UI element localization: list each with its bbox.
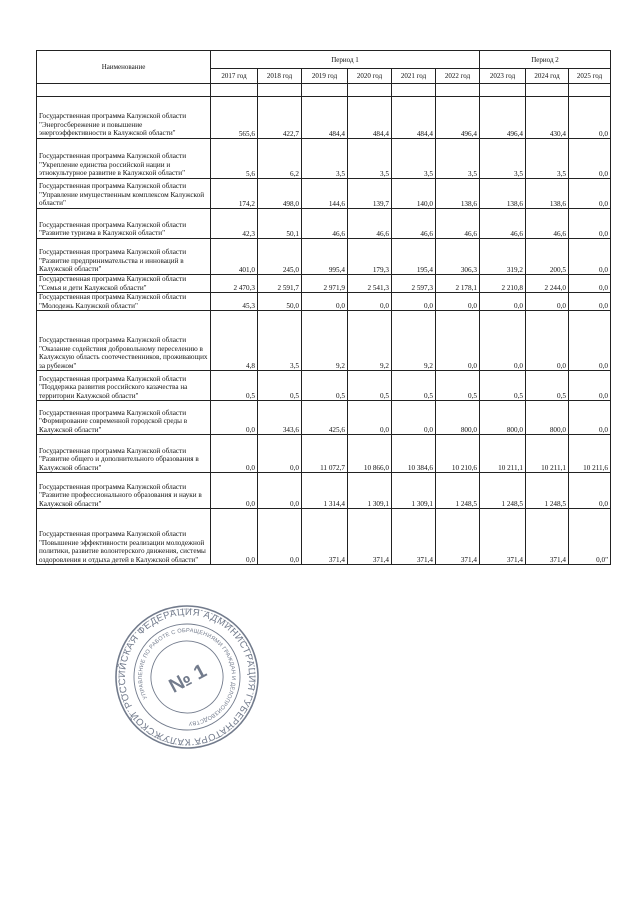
value-cell: 800,0 (480, 401, 526, 435)
value-cell: 46,6 (526, 209, 569, 239)
value-cell: 3,5 (436, 139, 480, 179)
name-column-header: Наименование (37, 51, 211, 84)
year-header: 2018 год (258, 69, 302, 84)
seal-inner-text: УПРАВЛЕНИЕ ПО РАБОТЕ С ОБРАЩЕНИЯМИ ГРАЖДАН И ДЕЛОПРОИЗВОДСТВУ (137, 627, 237, 727)
value-cell: 0,0 (258, 435, 302, 473)
value-cell: 422,7 (258, 97, 302, 139)
value-cell: 1 309,1 (348, 473, 392, 509)
value-cell: 9,2 (302, 311, 348, 371)
value-cell: 484,4 (302, 97, 348, 139)
value-cell: 144,6 (302, 179, 348, 209)
value-cell: 371,4 (348, 509, 392, 565)
value-cell: 138,6 (436, 179, 480, 209)
value-cell: 3,5 (480, 139, 526, 179)
value-cell: 0,0 (569, 139, 611, 179)
value-cell: 0,0 (302, 293, 348, 311)
value-cell: 10 211,1 (480, 435, 526, 473)
table-row (37, 293, 611, 311)
program-name-cell: Государственная программа Калужской области "Семья и дети Калужской области" (37, 275, 211, 293)
value-cell: 0,0 (526, 311, 569, 371)
value-cell: 496,4 (436, 97, 480, 139)
value-cell: 138,6 (526, 179, 569, 209)
value-cell: 0,5 (392, 371, 436, 401)
value-cell: 50,1 (258, 209, 302, 239)
value-cell: 2 597,3 (392, 275, 436, 293)
program-name-cell: Государственная программа Калужской области "Оказание содействия добровольному переселению в Калужскую область соотечественников, проживающих за рубежом" (37, 311, 211, 371)
value-cell: 2 210,8 (480, 275, 526, 293)
value-cell: 3,5 (302, 139, 348, 179)
table-row (37, 311, 611, 371)
program-name-cell: Государственная программа Калужской области "Развитие предпринимательства и инноваций в Калужской области" (37, 239, 211, 275)
value-cell: 371,4 (392, 509, 436, 565)
table-row (37, 239, 611, 275)
value-cell: 139,7 (348, 179, 392, 209)
value-cell: 371,4 (526, 509, 569, 565)
value-cell: 565,6 (211, 97, 258, 139)
value-cell: 2 178,1 (436, 275, 480, 293)
value-cell: 0,0 (436, 311, 480, 371)
value-cell: 3,5 (348, 139, 392, 179)
value-cell: 0,5 (480, 371, 526, 401)
period-2-header: Период 2 (480, 51, 611, 69)
program-name-cell: Государственная программа Калужской области "Развитие туризма в Калужской области" (37, 209, 211, 239)
value-cell: 10 384,6 (392, 435, 436, 473)
value-cell: 179,3 (348, 239, 392, 275)
value-cell: 0,0 (569, 97, 611, 139)
value-cell: 343,6 (258, 401, 302, 435)
value-cell: 0,0 (258, 509, 302, 565)
value-cell: 0,0 (569, 275, 611, 293)
value-cell: 50,0 (258, 293, 302, 311)
value-cell: 2 591,7 (258, 275, 302, 293)
value-cell: 6,2 (258, 139, 302, 179)
value-cell: 46,6 (436, 209, 480, 239)
value-cell: 42,3 (211, 209, 258, 239)
value-cell: 371,4 (302, 509, 348, 565)
year-header: 2024 год (526, 69, 569, 84)
year-header: 2023 год (480, 69, 526, 84)
value-cell: 2 244,0 (526, 275, 569, 293)
value-cell: 430,4 (526, 97, 569, 139)
value-cell: 2 971,9 (302, 275, 348, 293)
value-cell: 0,0 (569, 473, 611, 509)
table-row (37, 179, 611, 209)
value-cell: 1 248,5 (480, 473, 526, 509)
official-seal (112, 602, 262, 752)
table-row (37, 371, 611, 401)
value-cell: 800,0 (436, 401, 480, 435)
value-cell: 10 866,0 (348, 435, 392, 473)
value-cell: 0,5 (258, 371, 302, 401)
table-body (37, 84, 611, 565)
value-cell: 4,8 (211, 311, 258, 371)
value-cell: 0,0 (569, 371, 611, 401)
value-cell: 10 211,1 (526, 435, 569, 473)
value-cell: 5,6 (211, 139, 258, 179)
value-cell: 45,3 (211, 293, 258, 311)
table-row (37, 97, 611, 139)
value-cell: 2 470,3 (211, 275, 258, 293)
value-cell: 484,4 (392, 97, 436, 139)
value-cell: 484,4 (348, 97, 392, 139)
seal-number: № 1 (165, 659, 211, 698)
program-name-cell: Государственная программа Калужской области "Развитие общего и дополнительного образования в Калужской области" (37, 435, 211, 473)
table-row (37, 209, 611, 239)
year-header: 2020 год (348, 69, 392, 84)
value-cell: 496,4 (480, 97, 526, 139)
value-cell: 498,0 (258, 179, 302, 209)
value-cell: 0,0 (569, 401, 611, 435)
value-cell: 0,0 (211, 435, 258, 473)
value-cell: 371,4 (436, 509, 480, 565)
value-cell: 46,6 (348, 209, 392, 239)
year-header: 2022 год (436, 69, 480, 84)
value-cell: 10 210,6 (436, 435, 480, 473)
value-cell: 0,0 (480, 311, 526, 371)
value-cell: 2 541,3 (348, 275, 392, 293)
value-cell: 319,2 (480, 239, 526, 275)
value-cell: 0,0" (569, 509, 611, 565)
value-cell: 0,5 (302, 371, 348, 401)
value-cell: 0,0 (258, 473, 302, 509)
value-cell: 0,0 (569, 179, 611, 209)
program-name-cell: Государственная программа Калужской области "Развитие профессионального образования и науки в Калужской области" (37, 473, 211, 509)
seal-outer-text: РОССИЙСКАЯ ФЕДЕРАЦИЯ АДМИНИСТРАЦИЯ ГУБЕРНАТОРА КАЛУЖСКОЙ (116, 606, 258, 748)
value-cell: 10 211,6 (569, 435, 611, 473)
value-cell: 3,5 (392, 139, 436, 179)
table-row (37, 473, 611, 509)
year-header: 2025 год (569, 69, 611, 84)
value-cell: 0,0 (211, 401, 258, 435)
year-header: 2019 год (302, 69, 348, 84)
value-cell: 1 309,1 (392, 473, 436, 509)
value-cell: 995,4 (302, 239, 348, 275)
value-cell: 306,3 (436, 239, 480, 275)
value-cell: 0,0 (569, 293, 611, 311)
value-cell: 0,5 (526, 371, 569, 401)
spacer-row (37, 84, 611, 97)
value-cell: 46,6 (302, 209, 348, 239)
value-cell: 138,6 (480, 179, 526, 209)
table-row (37, 139, 611, 179)
value-cell: 1 314,4 (302, 473, 348, 509)
value-cell: 0,0 (569, 239, 611, 275)
program-name-cell: Государственная программа Калужской области "Энергосбережение и повышение энергоэффективности в Калужской области" (37, 97, 211, 139)
value-cell: 0,0 (436, 293, 480, 311)
value-cell: 0,5 (436, 371, 480, 401)
value-cell: 1 248,5 (436, 473, 480, 509)
table-row (37, 509, 611, 565)
value-cell: 0,5 (211, 371, 258, 401)
program-name-cell: Государственная программа Калужской области "Поддержка развития российского казачества на территории Калужской области" (37, 371, 211, 401)
value-cell: 0,5 (348, 371, 392, 401)
value-cell: 195,4 (392, 239, 436, 275)
program-name-cell: Государственная программа Калужской области "Укрепление единства российской нации и этнокультурное развитие в Калужской области" (37, 139, 211, 179)
value-cell: 0,0 (569, 209, 611, 239)
budget-table (36, 50, 611, 565)
value-cell: 0,0 (480, 293, 526, 311)
value-cell: 0,0 (569, 311, 611, 371)
year-header: 2017 год (211, 69, 258, 84)
program-name-cell: Государственная программа Калужской области "Формирование современной городской среды в Калужской области" (37, 401, 211, 435)
value-cell: 11 072,7 (302, 435, 348, 473)
year-header: 2021 год (392, 69, 436, 84)
value-cell: 0,0 (348, 293, 392, 311)
value-cell: 1 248,5 (526, 473, 569, 509)
value-cell: 0,0 (211, 473, 258, 509)
table-row (37, 435, 611, 473)
value-cell: 3,5 (526, 139, 569, 179)
program-name-cell: Государственная программа Калужской области "Повышение эффективности реализации молодежной политики, развитие волонтерского движения, системы оздоровления и отдыха детей в Калужской области" (37, 509, 211, 565)
value-cell: 371,4 (480, 509, 526, 565)
value-cell: 46,6 (480, 209, 526, 239)
value-cell: 425,6 (302, 401, 348, 435)
value-cell: 245,0 (258, 239, 302, 275)
value-cell: 0,0 (348, 401, 392, 435)
table-row (37, 401, 611, 435)
value-cell: 9,2 (348, 311, 392, 371)
value-cell: 401,0 (211, 239, 258, 275)
value-cell: 0,0 (392, 293, 436, 311)
value-cell: 3,5 (258, 311, 302, 371)
value-cell: 0,0 (211, 509, 258, 565)
value-cell: 174,2 (211, 179, 258, 209)
value-cell: 0,0 (526, 293, 569, 311)
value-cell: 9,2 (392, 311, 436, 371)
value-cell: 140,0 (392, 179, 436, 209)
program-name-cell: Государственная программа Калужской области "Управление имущественным комплексом Калужской области" (37, 179, 211, 209)
value-cell: 0,0 (392, 401, 436, 435)
table-row (37, 275, 611, 293)
value-cell: 46,6 (392, 209, 436, 239)
period-1-header: Период 1 (211, 51, 480, 69)
program-name-cell: Государственная программа Калужской области "Молодежь Калужской области" (37, 293, 211, 311)
value-cell: 200,5 (526, 239, 569, 275)
value-cell: 800,0 (526, 401, 569, 435)
